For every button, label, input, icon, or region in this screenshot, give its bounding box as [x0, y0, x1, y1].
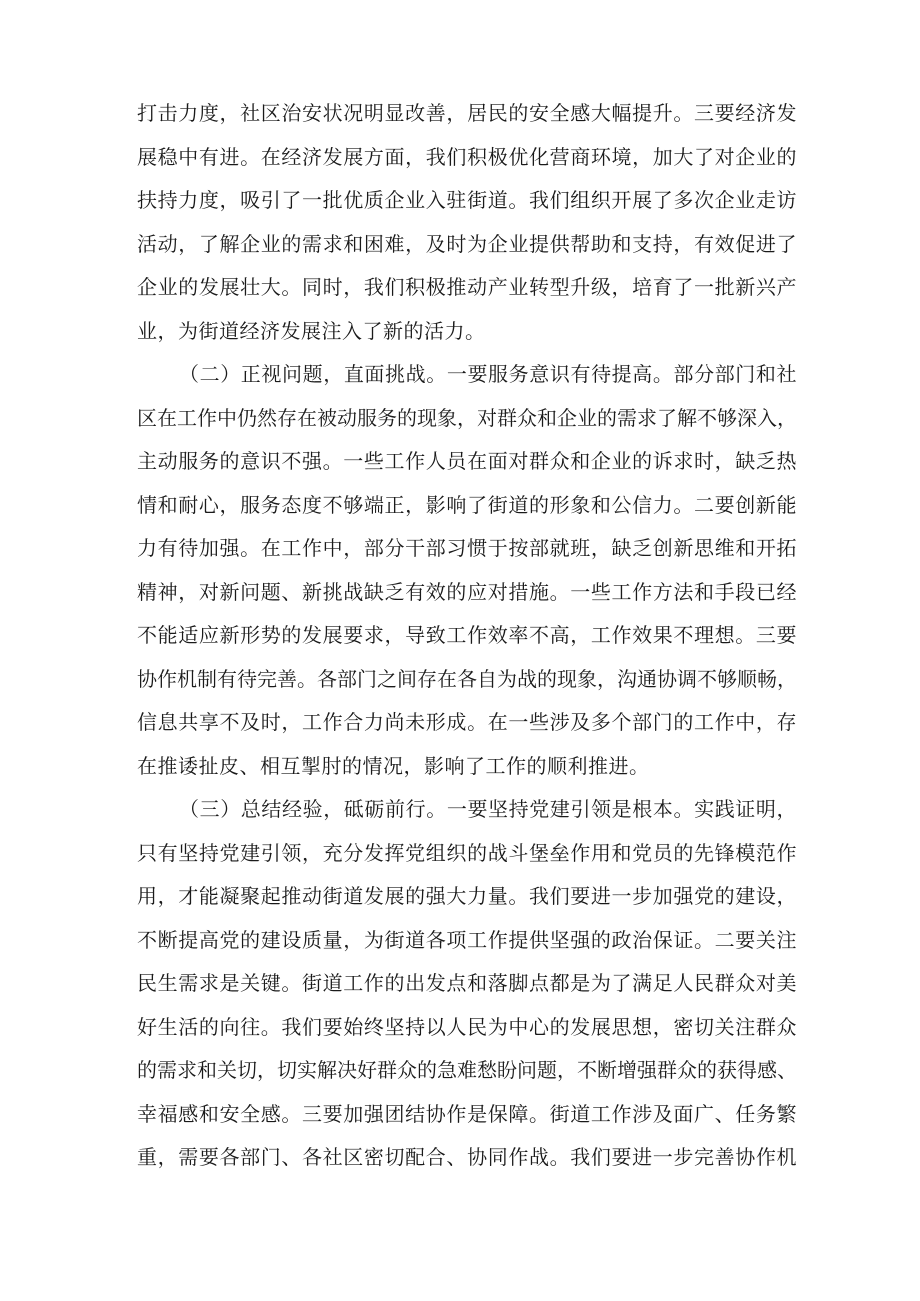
text-line: 打击力度，社区治安状况明显改善，居民的安全感大幅提升。三要经济发 — [137, 101, 797, 125]
text-line: 民生需求是关键。街道工作的出发点和落脚点都是为了满足人民群众对美 — [137, 971, 797, 995]
text-line: 不能适应新形势的发展要求，导致工作效率不高，工作效果不理想。三要 — [137, 623, 797, 647]
text-line: 不断提高党的建设质量，为街道各项工作提供坚强的政治保证。二要关注 — [137, 927, 797, 952]
text-line: 信息共享不及时，工作合力尚未形成。在一些涉及多个部门的工作中，存 — [137, 710, 797, 734]
text-line: 区在工作中仍然存在被动服务的现象，对群众和企业的需求了解不够深入， — [137, 405, 797, 430]
text-line: 精神，对新问题、新挑战缺乏有效的应对措施。一些工作方法和手段已经 — [137, 579, 797, 604]
text-line: 情和耐心，服务态度不够端正，影响了街道的形象和公信力。二要创新能 — [137, 492, 797, 517]
text-line: 在推诿扯皮、相互掣肘的情况，影响了工作的顺利推进。 — [137, 753, 650, 778]
text-line: 用，才能凝聚起推动街道发展的强大力量。我们要进一步加强党的建设， — [137, 884, 797, 908]
text-line: 重，需要各部门、各社区密切配合、协同作战。我们要进一步完善协作机 — [137, 1145, 797, 1169]
paragraph-first-line: （二）正视问题，直面挑战。一要服务意识有待提高。部分部门和社 — [179, 362, 797, 386]
text-line: 幸福感和安全感。三要加强团结协作是保障。街道工作涉及面广、任务繁 — [137, 1101, 797, 1126]
text-line: 力有待加强。在工作中，部分干部习惯于按部就班，缺乏创新思维和开拓 — [137, 536, 797, 560]
text-line: 只有坚持党建引领，充分发挥党组织的战斗堡垒作用和党员的先锋模范作 — [137, 840, 797, 865]
text-line: 扶持力度，吸引了一批优质企业入驻街道。我们组织开展了多次企业走访 — [137, 188, 797, 212]
text-line: 展稳中有进。在经济发展方面，我们积极优化营商环境，加大了对企业的 — [137, 144, 797, 169]
text-line: 主动服务的意识不强。一些工作人员在面对群众和企业的诉求时，缺乏热 — [137, 449, 797, 473]
text-line: 企业的发展壮大。同时，我们积极推动产业转型升级，培育了一批新兴产 — [137, 275, 797, 299]
text-line: 业，为街道经济发展注入了新的活力。 — [137, 318, 486, 343]
text-line: 活动，了解企业的需求和困难，及时为企业提供帮助和支持，有效促进了 — [137, 231, 797, 256]
text-line: 协作机制有待完善。各部门之间存在各自为战的现象，沟通协调不够顺畅， — [137, 666, 797, 691]
document-body — [137, 92, 797, 1180]
paragraph-first-line: （三）总结经验，砥砺前行。一要坚持党建引领是根本。实践证明， — [179, 797, 797, 821]
text-line: 的需求和关切，切实解决好群众的急难愁盼问题，不断增强群众的获得感、 — [137, 1058, 797, 1082]
text-line: 好生活的向往。我们要始终坚持以人民为中心的发展思想，密切关注群众 — [137, 1014, 797, 1039]
